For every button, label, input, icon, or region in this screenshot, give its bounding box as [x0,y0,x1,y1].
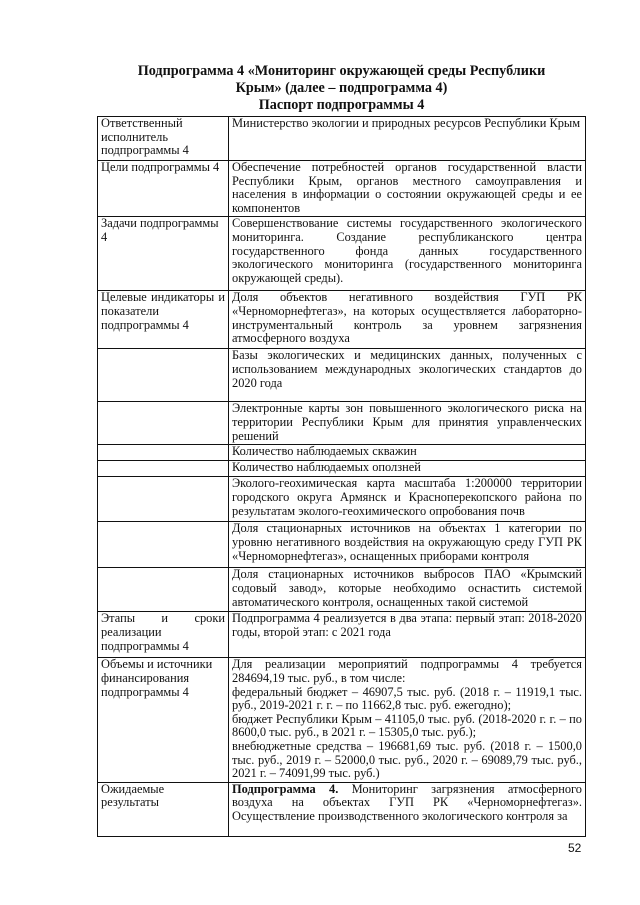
row-value: Базы экологических и медицинских данных, полученных с использованием международных экологических стандартов до 2020 года [229,349,586,402]
table-row [98,445,586,461]
funding-value [229,658,586,782]
row-label: Ответственный исполнитель подпрограммы 4 [98,117,229,161]
row-label: Этапы и сроки реализации подпрограммы 4 [98,612,229,658]
row-label [98,522,229,568]
row-value: Совершенствование системы государственного экологического мониторинга. Создание республиканского центра государственного фонда данных государственного экологического мониторинга (государственного мониторинга окружающей среды). [229,217,586,291]
title-line-3: Паспорт подпрограммы 4 [258,97,425,113]
title-line-2: Крым» (далее – подпрограмма 4) [235,80,448,96]
funding-total: Для реализации мероприятий подпрограммы 4 требуется 284694,19 тыс. руб., в том числе: [232,657,582,685]
table-row [98,291,586,349]
results-row [98,782,586,836]
row-value: Министерство экологии и природных ресурсов Республики Крым [229,117,586,161]
row-value: Количество наблюдаемых скважин [229,445,586,461]
row-value: Обеспечение потребностей органов государственной власти Республики Крым, органов местного самоуправления и населения в информации о состоянии окружающей среды и ее компонентов [229,161,586,217]
funding-extrabudgetary: внебюджетные средства – 196681,69 тыс. руб. (2018 г. – 1500,0 тыс. руб., 2019 г. – 52000,0 тыс. руб., 2020 г. – 69089,79 тыс. руб., 2021 г. – 74091,99 тыс. руб.) [232,738,582,781]
table-row [98,217,586,291]
row-value: Электронные карты зон повышенного экологического риска на территории Республики Крым для принятия управленческих решений [229,402,586,445]
results-bold: Подпрограмма 4. [232,781,339,796]
funding-regional: бюджет Республики Крым – 41105,0 тыс. руб. (2018-2020 г. г. – по 8600,0 тыс. руб., в 2021 г. – 15305,0 тыс. руб.); [232,711,582,740]
table-row [98,612,586,658]
table-row [98,522,586,568]
results-label: Ожидаемые результаты [98,782,229,836]
row-label [98,461,229,477]
results-text: Мониторинг загрязнения атмосферного воздуха на объектах ГУП РК «Черноморнефтегаз». Осуществление производственного экологического контроля за [232,781,582,823]
table-row [98,568,586,612]
passport-table [97,116,586,837]
table-row [98,161,586,217]
row-value: Эколого-геохимическая карта масштаба 1:200000 территории городского округа Армянск и Красноперекопского района по результатам эколого-геохимического опробования почв [229,477,586,522]
row-label [98,477,229,522]
title-line-1: Подпрограмма 4 «Мониторинг окружающей среды Республики [137,63,546,79]
results-value [229,782,586,836]
table-row [98,461,586,477]
funding-federal: федеральный бюджет – 46907,5 тыс. руб. (2018 г. – 11919,1 тыс. руб., 2019-2021 г. г. – по 11662,8 тыс. руб. ежегодно); [232,684,582,713]
funding-label: Объемы и источники финансирования подпрограммы 4 [98,658,229,782]
table-row [98,117,586,161]
page-number: 52 [568,841,582,855]
table-row [98,477,586,522]
row-value: Количество наблюдаемых оползней [229,461,586,477]
row-label [98,445,229,461]
table-row [98,349,586,402]
row-label [98,568,229,612]
row-value: Доля стационарных источников выбросов ПАО «Крымский содовый завод», которые необходимо оснастить системой автоматического контроля, оснащенных такой системой [229,568,586,612]
row-label [98,349,229,402]
table-row [98,402,586,445]
row-value: Доля стационарных источников на объектах 1 категории по уровню негативного воздействия на окружающую среду ГУП РК «Черноморнефтегаз», оснащенных приборами контроля [229,522,586,568]
document-title [97,63,586,114]
row-label: Задачи подпрограммы 4 [98,217,229,291]
row-value: Подпрограмма 4 реализуется в два этапа: первый этап: 2018-2020 годы, второй этап: с 2021 года [229,612,586,658]
row-value: Доля объектов негативного воздействия ГУП РК «Черноморнефтегаз», на которых осуществляется лабораторно-инструментальный контроль за уровнем загрязнения атмосферного воздуха [229,291,586,349]
funding-row [98,658,586,782]
row-label: Целевые индикаторы и показатели подпрограммы 4 [98,291,229,349]
row-label [98,402,229,445]
row-label: Цели подпрограммы 4 [98,161,229,217]
